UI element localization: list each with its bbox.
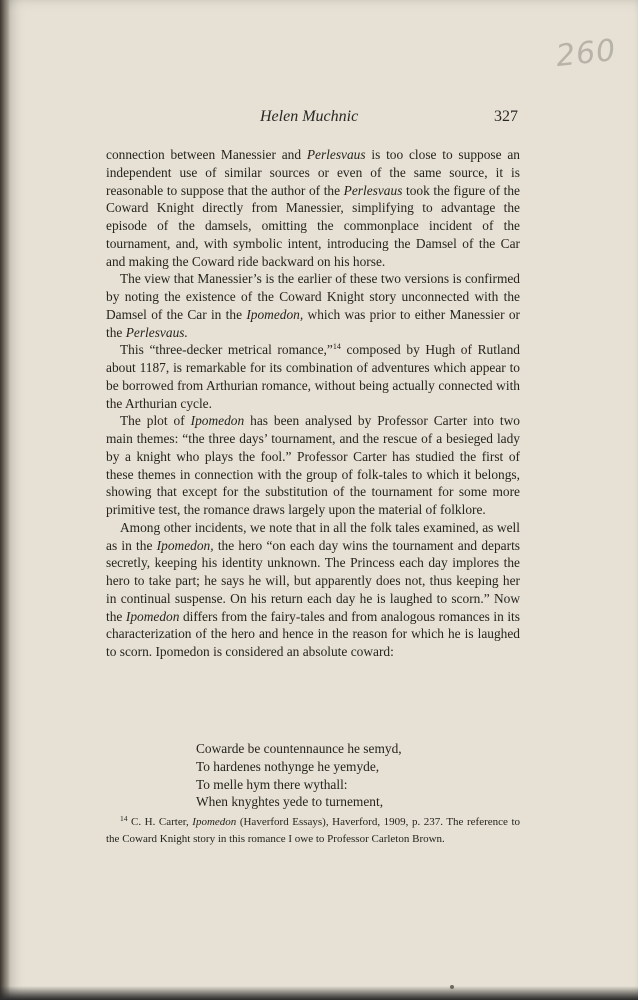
page-speck [450,985,454,989]
paragraph-3: This “three-decker metrical romance,”$^{14}$ composed by Hugh of Rutland about 1187, is remarkable for its combination of adventures which appear to be borrowed from Arthurian romance, without being actually connected with the Arthurian cycle. [106,342,520,411]
page-number: 327 [494,108,518,125]
verse-line: Cowarde be countennaunce he semyd, [196,741,402,756]
body-text [106,146,520,661]
footnote-reference: 14 [332,342,341,352]
page-binding-shadow [0,0,10,1000]
verse-quotation [196,740,526,811]
verse-line: When knyghtes yede to turnement, [196,794,384,810]
footnote-number: 14 [120,814,128,823]
page-bottom-shadow [0,986,638,1000]
paragraph-1: connection between Manessier and Perlesvaus is too close to suppose an independent use of similar sources or even of the same source, it is reasonable to suppose that the author of the Perlesvaus took the figure of the Coward Knight directly from Manessier, simplifying to advantage the episode of the damsels, omitting the commonplace incident of the tournament, and, with symbolic intent, introducing the Damsel of the Car and making the Coward ride backward on his horse. [106,147,520,269]
footnote: $^{14}$ C. H. Carter, Ipomedon (Haverford Essays), Haverford, 1909, p. 237. The reference to the Coward Knight story in this romance I owe to Professor Carleton Brown. [106,814,521,845]
running-title: Helen Muchnic [260,108,359,125]
paragraph-4: The plot of Ipomedon has been analysed by Professor Carter into two main themes: “the three days’ tournament, and the rescue of a besieged lady by a knight who plays the fool.” Professor Carter has studied the first of these themes in connection with the group of folk-tales to which it belongs, showing that except for the substitution of the tournament for some more primitive test, the romance draws largely upon the material of folklore. [106,413,520,517]
handwritten-folio-number: 260 [554,32,618,75]
page-header [106,108,520,130]
verse-line: To hardenes nothynge he yemyde, [196,758,380,774]
paragraph-5: Among other incidents, we note that in all the folk tales examined, as well as in the Ipomedon, the hero “on each day wins the tournament and departs secretly, keeping his identity unknown. The Princess each day implores the hero to take part; he says he will, but apparently does not, thus keeping her in continual suspense. On his return each day he is laughed to scorn.” Now the Ipomedon differs from the fairy-tales and from analogous romances in its characterization of the hero and hence in the reason for which he is laughed to scorn. Ipomedon is considered an absolute coward: [106,519,520,659]
paragraph-2: The view that Manessier’s is the earlier of these two versions is confirmed by noting the existence of the Coward Knight story unconnected with the Damsel of the Car in the Ipomedon, which was prior to either Manessier or the Perlesvaus. [106,271,520,340]
verse-line: To melle hym there wythall: [196,776,348,792]
